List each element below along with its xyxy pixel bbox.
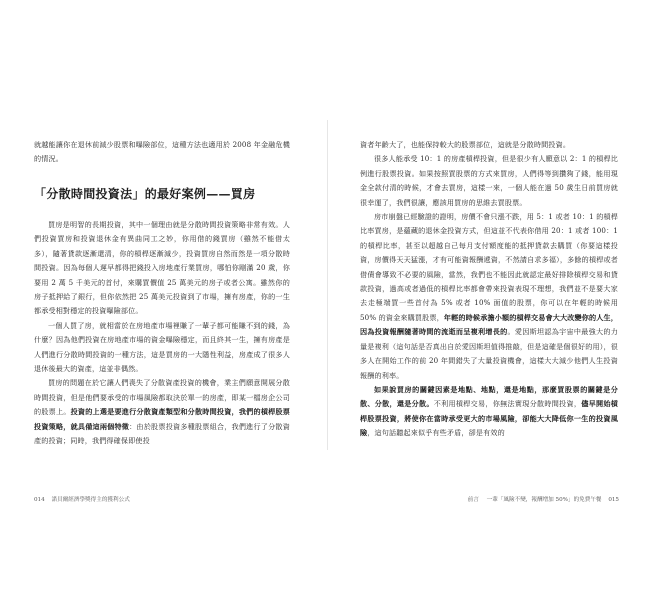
- right-paragraph-2: 很多人能承受 10：1 的房產槓桿投資，但是很少有人願意以 2：1 的槓桿比例進行股票投資。如果按照買股票的方式來買房，人們得等到攢夠了錢，能用現金全款付清的時候，才會去買房，這樣一來，一個人能在過 50 歲生日前買房就很幸運了，我們很讓，應該用買房的思維去買股票。: [360, 154, 618, 207]
- right-footer-title: 一輩「風險不變，報酬增加 50%」的免費午餐: [486, 497, 602, 503]
- right-paragraph-3: [360, 210, 618, 383]
- left-p3-plain-before: 買房的問題在於它讓人們喪失了分散資產投資的機會，業主們願意開展分散時間投資，但是他們要承受的市場風險都取決於單一的房產，即某一檔房企公司的股票上。: [34, 378, 290, 417]
- right-footer: [468, 496, 619, 504]
- right-p4-plain-1: 不利用槓桿交易，你無法實現分散時間投資，: [433, 399, 582, 409]
- right-body: [360, 138, 618, 441]
- left-body: [34, 218, 290, 449]
- right-footer-preface: 前言: [467, 497, 479, 503]
- left-paragraph-2: 一個人買了房，就相當於在房地產市場裡賺了一輩子都可能賺不到的錢，為什麼？因為他們投資在房地產市場的資金曝險穩定，而且終其一生，擁有房產是人們進行分散時間投資的一種方法，這是買房的一大隱性利益，房產成了很多人退休後最大的資產，這並非偶然。: [34, 320, 290, 374]
- left-footer-title: 諾貝爾經濟學獎得主的獲利公式: [51, 497, 130, 503]
- left-page: [0, 0, 327, 609]
- right-p4-plain-2: ，這句話聽起來似乎有些矛盾，卻是有效的: [367, 428, 505, 438]
- intro-block: [34, 138, 290, 167]
- right-p3-plain-after: 。愛因斯坦認為宇宙中最強大的力量是複利（這句話是否真出自於愛因斯坦值得推敲，但是這確是個很好的用），很多人在開始工作的前 20 年間錯失了大量投資機會，這樣大大減少他們人生投資報酬的利率。: [360, 327, 619, 380]
- right-page: [328, 0, 655, 609]
- right-paragraph-4: [360, 383, 618, 441]
- right-page-number: 015: [608, 497, 619, 503]
- left-footer: [34, 496, 130, 504]
- left-p3-bold: 投資的上選是要進行分散資產類型和分散時間投資，我們的槓桿股票投資策略，就具備這兩個特徵: [34, 407, 291, 431]
- right-p3-bold: 年輕的時候承擔小額的槓桿交易會大大改變你的人生，因為投資報酬隨著時間的流逝而呈複利增長的: [360, 312, 618, 337]
- intro-paragraph: 就越能讓你在退休前減少股票和曝險部位，這種方法也適用於 2008 年金融危機的情況。: [34, 140, 290, 164]
- right-p3-plain-before: 房市崩盤已經驗證的證明，房價不會只漲不跌，用 5：1 或者 10：1 的槓桿比率買房，是蘊藏的退休金投資方式，但這並不代表你借用 20：1 或者 100：1 的槓桿比率，甚至以超越自己每月支付額度能的抵押貸款去購買（你要這樣投資，房價得天天猛漲，才有可能資報酬遞資，不然請自求多福），多餘的槓桿或者借債會導致不必要的風險，當然，我們也不能因此就認定最好排除槓桿交易和貸款投資，過高或者過低的槓桿比率都會帶來投資表現不理想，我們並不是要大家去走極端買一些首付為 5% 或者 10% 面值的股票，你可以在年輕的時候用 50% 的資金來購買股票，: [360, 212, 618, 322]
- right-paragraph-1: 資者年齡大了，也能保持較大的股票部位，這就是分散時間投資。: [360, 140, 571, 149]
- left-page-number: 014: [34, 497, 45, 503]
- left-paragraph-3: [34, 376, 290, 448]
- right-p4-bold-2: 儘早開始槓桿股票投資，將使你在當時承受更大的市場風險，卻能大大降低你一生的投資風險: [360, 399, 619, 438]
- left-p3-plain-after: ：由於股票投資多種股票組合，我們進行了分散資產的投資；同時，我們得確保即使投: [34, 421, 290, 446]
- left-paragraph-1: 買房是明智的長期投資，其中一個理由就是分散時間投資策略非常有效。人們投資買房和投資退休金有異曲同工之妙，你用借的錢買房（雖然不能借太多），隨著貸款逐漸還清，你的槓桿逐漸減少，投資買房自然而然是一項分散時間投資。因為每個人遲早都得把錢投入房地產行業買房，哪怕你剛滿 20 歲，你要用 2 萬 5 千美元的首付，來購買價值 25 萬美元的房子或者公寓。雖然你的房子抵押給了銀行，但你依然把 25 萬美元投資到了市場，擁有房產，你的一生都承受相對穩定的投資曝險部位。: [34, 220, 290, 316]
- right-p4-bold: 如果說買房的關鍵因素是地點、地點，還是地點，那麼買股票的關鍵是分散、分散，還是分散。: [360, 384, 618, 409]
- section-heading: 「分散時間投資法」的最好案例——買房: [34, 187, 256, 201]
